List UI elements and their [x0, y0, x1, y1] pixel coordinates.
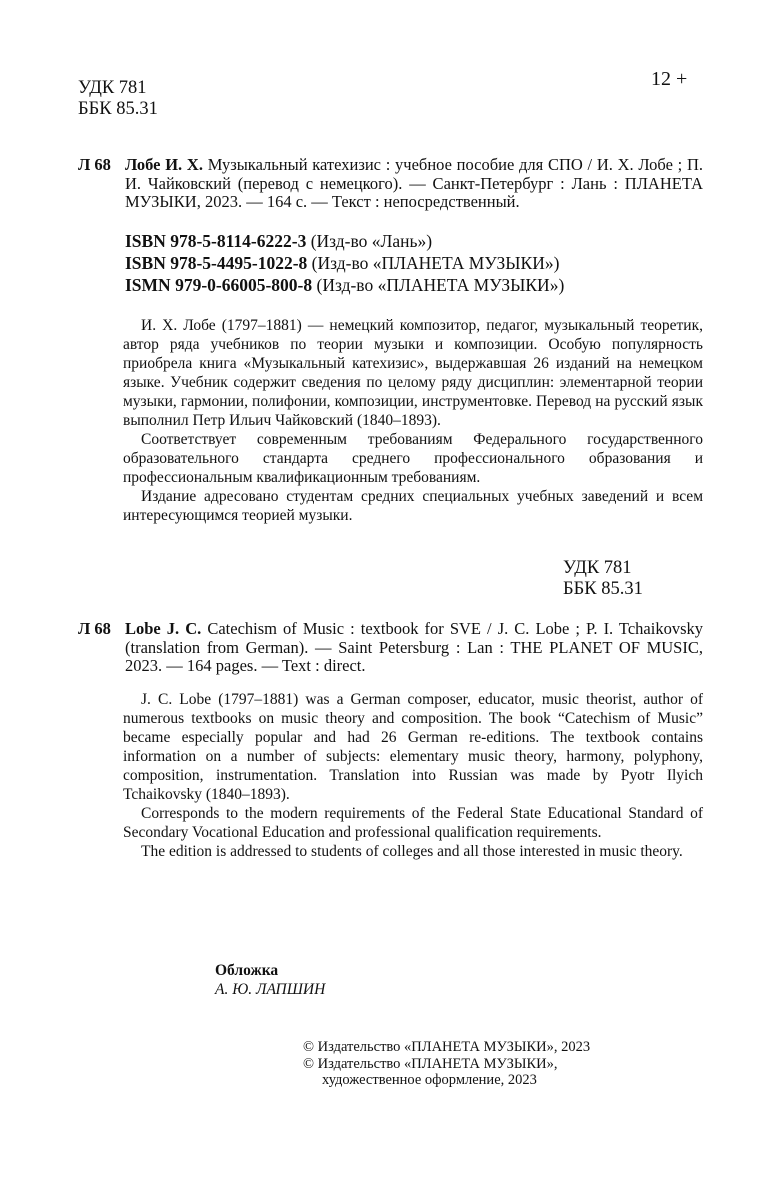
isbn-code: ISBN 978-5-4495-1022-8 [125, 253, 308, 273]
cover-artist: А. Ю. ЛАПШИН [215, 981, 326, 998]
copyright-block [303, 1039, 590, 1089]
en-entry-body [125, 620, 703, 676]
udk-code: УДК 781 [563, 558, 632, 578]
ru-bibliographic-entry [78, 156, 703, 212]
ismn-code: ISMN 979-0-66005-800-8 [125, 275, 313, 295]
copyright-line: художественное оформление, 2023 [322, 1072, 537, 1088]
ru-entry-body [125, 156, 703, 212]
bbk-code: ББК 85.31 [78, 99, 158, 119]
en-annotation-paragraph: The edition is addressed to students of colleges and all those interested in music theory. [141, 843, 683, 860]
cover-label: Обложка [215, 962, 279, 979]
isbn-line [125, 230, 564, 252]
isbn-block [125, 230, 564, 296]
isbn-line [125, 252, 564, 274]
ismn-line [125, 274, 564, 296]
ru-entry-text: Музыкальный катехизис : учебное пособие для СПО / И. Х. Лобе ; П. И. Чайковский (перевод с немецкого). — Санкт-Петербург : Лань : ПЛАНЕТА МУЗЫКИ, 2023. — 164 с. — Текст : непосредственный. [125, 155, 703, 211]
age-rating: 12 + [651, 68, 688, 90]
ru-annotation-paragraph: Издание адресовано студентам средних специальных учебных заведений и всем интересующимся теорией музыки. [123, 488, 703, 524]
isbn-code: ISBN 978-5-8114-6222-3 [125, 231, 307, 251]
bbk-code: ББК 85.31 [563, 579, 643, 599]
ru-annotation-paragraph: Соответствует современным требованиям Федерального государственного образовательного стандарта среднего профессионального образования и профессиональным квалификационным требованиям. [123, 431, 703, 486]
ismn-publisher: (Изд-во «ПЛАНЕТА МУЗЫКИ») [316, 275, 565, 295]
cover-credit [215, 961, 325, 999]
en-annotation [123, 690, 703, 861]
isbn-publisher: (Изд-во «Лань») [310, 231, 433, 251]
author-mark: Л 68 [78, 619, 111, 638]
en-annotation-paragraph: Corresponds to the modern requirements of the Federal State Educational Standard of Secondary Vocational Education and professional qualification requirements. [123, 805, 703, 841]
ru-annotation-paragraph: И. Х. Лобе (1797–1881) — немецкий композитор, педагог, музыкальный теоретик, автор ряда учебников по теории музыки и композиции. Особую популярность приобрела книга «Музыкальный катехизис», выдержавшая 26 изданий на немецком языке. Учебник содержит сведения по целому ряду дисциплин: элементарной теории музыки, гармонии, полифонии, композиции, инструментовке. Перевод на русский язык выполнил Петр Ильич Чайковский (1840–1893). [123, 317, 703, 429]
isbn-publisher: (Изд-во «ПЛАНЕТА МУЗЫКИ») [311, 253, 560, 273]
en-entry-text: Catechism of Music : textbook for SVE / J. C. Lobe ; P. I. Tchaikovsky (translation from German). — Saint Petersburg : Lan : THE PLANET OF MUSIC, 2023. — 164 pages. — Text : direct. [125, 619, 704, 675]
mid-classification-codes [563, 558, 643, 600]
copyright-line: © Издательство «ПЛАНЕТА МУЗЫКИ», 2023 [303, 1039, 591, 1055]
top-classification-codes [78, 78, 158, 120]
ru-author: Лобе И. Х. [125, 155, 203, 174]
en-annotation-paragraph: J. C. Lobe (1797–1881) was a German composer, educator, music theorist, author of numerous textbooks on music theory and composition. The book “Catechism of Music” became especially popular and had 26 German re-editions. The textbook contains information on a number of subjects: elementary music theory, harmony, polyphony, composition, instrumentation. Translation into Russian was made by Pyotr Ilyich Tchaikovsky (1840–1893). [123, 691, 703, 803]
en-bibliographic-entry [78, 620, 703, 676]
udk-code: УДК 781 [78, 78, 147, 98]
author-mark: Л 68 [78, 155, 111, 174]
ru-annotation [123, 316, 703, 525]
copyright-line: © Издательство «ПЛАНЕТА МУЗЫКИ», [303, 1055, 558, 1072]
en-author: Lobe J. C. [125, 619, 202, 638]
